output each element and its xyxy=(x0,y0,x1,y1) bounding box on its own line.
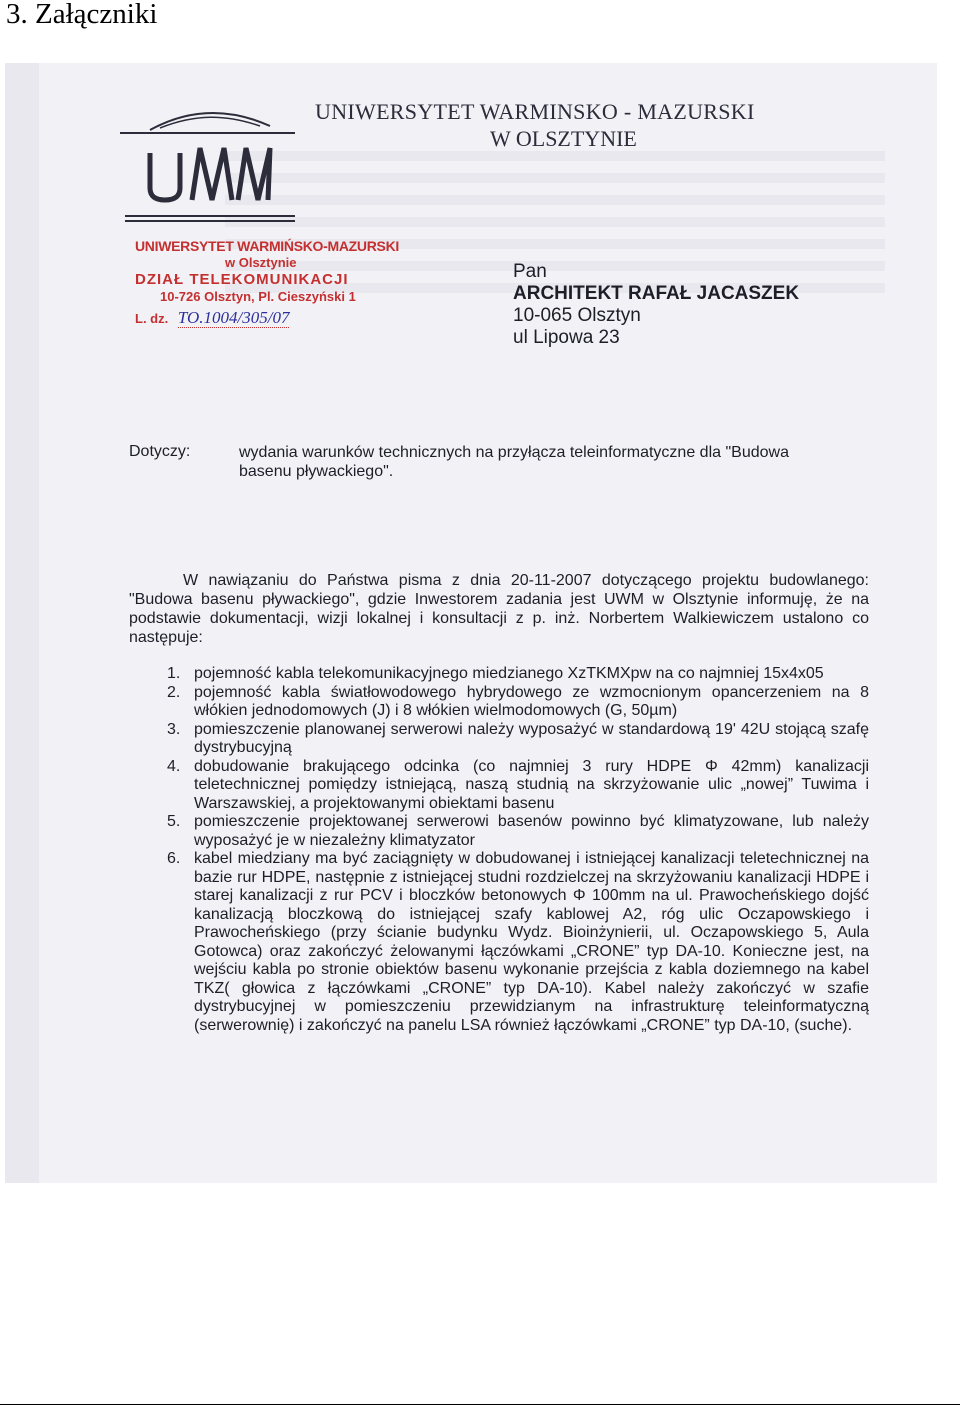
stamp-university: UNIWERSYTET WARMIŃSKO-MAZURSKI xyxy=(135,238,399,254)
list-item xyxy=(165,721,869,758)
list-item xyxy=(165,665,869,684)
reference-number: TO.1004/305/07 xyxy=(177,308,290,327)
subject-text: wydania warunków technicznych na przyłącza teleinformatyczne dla "Budowa basenu pływackiego". xyxy=(239,444,789,480)
recipient-salutation: Pan xyxy=(513,261,547,282)
section-heading: 3. Załączniki xyxy=(6,0,158,30)
university-name: UNIWERSYTET WARMINSKO - MAZURSKI xyxy=(315,99,755,124)
uwm-logo xyxy=(120,88,320,228)
list-item xyxy=(165,758,869,814)
item-number: 4. xyxy=(167,757,181,775)
conditions-list xyxy=(165,665,869,1035)
university-city: W OLSZTYNIE xyxy=(490,126,637,151)
item-text: dobudowanie brakującego odcinka (co najmniej 3 rury HDPE Φ 42mm) kanalizacji teletechnicznej pomiędzy istniejącą, naszą studnią na skrzyżowanie ulic „nowej” Tuwima i Warszawskiej, a projektowanymi obiektami basenu xyxy=(194,757,869,812)
item-text: kabel miedziany ma być zaciągnięty w dobudowanej i istniejącej kanalizacji teletechnicznej na bazie rur HDPE, następnie z istniejącej studni rozdzielczej na skrzyżowaniu kanalizacji HDPE i starej kanalizacji z rur PCV i bloczków betonowych Φ 100mm na ul. Prawocheńskiego dojść kanalizacją bloczkową do istniejącej szafy kablowej A2, róg ulic Oczapowskiego i Prawocheńskiego (przy ścianie budynku Wydz. Bioinżynierii, ul. Oczapowskiego 5, Aula Gotowca) oraz zakończyć żelowanymi łączówkami „CRONE” typ DA-10. Konieczne jest, na wejściu kabla po stronie obiektów basenu wykonanie przejścia z kabla doziemnego na kabel TKZ( głowica z łączówkami „CRONE” typ DA-10). Kabel należy zakończyć w szafie dystrybucyjnej w pomieszczeniu przewidzianym na infrastrukturę teleinformatyczną (serwerownię) i zakończyć na panelu LSA również łączówkami „CRONE” typ DA-10, (suche). xyxy=(194,850,869,1034)
stamp-department: DZIAŁ TELEKOMUNIKACJI xyxy=(135,271,349,288)
subject-label: Dotyczy: xyxy=(129,443,191,460)
item-number: 6. xyxy=(167,850,181,867)
item-number: 5. xyxy=(167,813,181,830)
item-text: pomieszczenie projektowanej serwerowi basenów powinno być klimatyzowane, lub należy wyposażyć je w niezależny klimatyzator xyxy=(194,813,869,849)
list-item xyxy=(165,684,869,721)
recipient-postal: 10-065 Olsztyn xyxy=(513,305,641,326)
recipient-address xyxy=(513,261,799,349)
list-item xyxy=(165,850,869,1035)
item-text: pojemność kabla światłowodowego hybrydowego ze wzmocnionym opancerzeniem na 8 włókien jednodomowych (J) i 8 włókien wielmodomowych (G, 50µm) xyxy=(194,683,869,719)
footer-rule xyxy=(0,1404,960,1405)
stamp-city: w Olsztynie xyxy=(225,255,297,270)
recipient-name: ARCHITEKT RAFAŁ JACASZEK xyxy=(513,283,800,304)
list-item xyxy=(165,813,869,850)
item-text: pojemność kabla telekomunikacyjnego miedzianego XzTKMXpw na co najmniej 15x4x05 xyxy=(194,665,824,682)
item-text: pomieszczenie planowanej serwerowi należy wyposażyć w standardową 19' 42U stojącą szafę dystrybucyjną xyxy=(194,720,869,756)
stamp-reference xyxy=(135,308,399,328)
reference-label: L. dz. xyxy=(135,311,169,326)
stamp-address: 10-726 Olsztyn, Pl. Cieszyński 1 xyxy=(160,289,356,304)
scanned-letter xyxy=(5,63,937,1183)
item-number: 2. xyxy=(167,683,181,701)
item-number: 1. xyxy=(167,665,181,682)
recipient-street: ul Lipowa 23 xyxy=(513,327,620,348)
intro-paragraph: W nawiązaniu do Państwa pisma z dnia 20-11-2007 dotyczącego projektu budowlanego: "Budowa basenu pływackiego", gdzie Inwestorem zadania jest UWM w Olsztynie informuję, że na podstawie dokumentacji, wizji lokalnej i konsultacji z p. inż. Norbertem Walkiewiczem ustalono co następuje: xyxy=(129,572,869,646)
department-stamp xyxy=(135,238,399,328)
item-number: 3. xyxy=(167,720,181,738)
scan-edge-shadow xyxy=(5,63,39,1183)
